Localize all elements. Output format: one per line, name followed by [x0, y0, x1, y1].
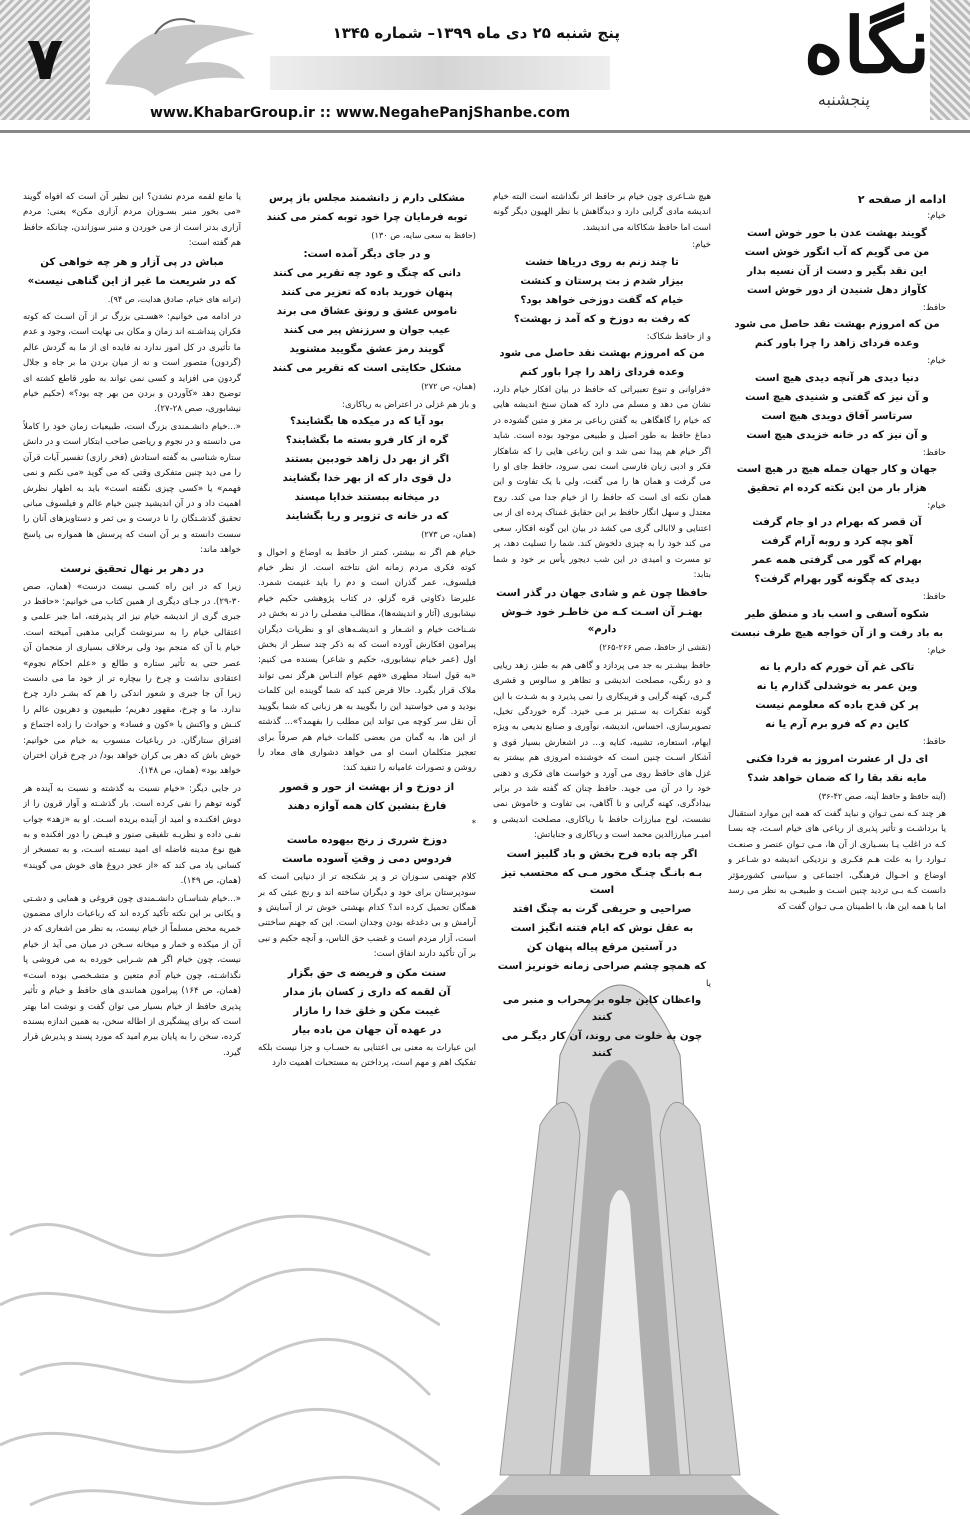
poem-verse: مایه نقد بقا را که ضمان خواهد شد؟ [747, 772, 927, 784]
paragraph: «...خیام شناسـان دانشـمندی چون فروغی و همایی و دشـتی و یکانی بر این نکته تأکید کرده اند که رباعیات دارای مضمون خمریه محض مسلماً از خیام نیست، به نظر من اشعاری که در آن از میکده و خمار و میخانه سـخن در میان می آید از خیام نیست، چون خیام اگر هم شـرابی خورده به می فروشی پا نگذاشـته، چون خیام آدم متعین و متشـخصی بوده است» (همان، ص ۱۶۴) پیرامون همانندی های حافظ و خیام و تأثیر پذیری حافظ از خیام بسیار می توان گفت و نوشت اما بهتر است که برای پیشگیری از اطاله سخن، به همین اندازه بسنده کرده، سخن را به پایان بیرم امید که مورد پسند و پذیرش قرار گیرد. [23, 893, 241, 1058]
article-columns [23, 190, 946, 1520]
poem-verse: مشکل حکایتی است که تقریر می کنند [272, 363, 462, 375]
column-1 [728, 190, 946, 1510]
logo-title: نگاه [803, 1, 930, 90]
poem-verse: خیام که گفت دوزخی خواهد بود؟ [520, 294, 684, 306]
continuation-heading: ادامه از صفحه ۲ [857, 193, 946, 206]
poet-label: و از حافظ شکاک: [646, 331, 711, 342]
phoenix-illustration [95, 4, 265, 100]
poem-verse: دنیا دیدی هر آنچه دیدی هیچ است [755, 372, 919, 384]
paragraph: حافظ بیشـتر به جد می پردازد و گاهی هم به طنز، زهد ریایی و دو رنگی، مصلحت اندیشی و تظاهر و سالوس و قشری گـری، کهنه گرایی و فریبکاری را نمی پذیرد و به شـدت با این گونه تفکرات به سـتیز بر مـی خیزد. گره خوردگی تخیل، تصویرسازی، احساس، اندیشه، نوآوری و صنایع بدیعی به ویژه ایهام، استعاره، تشبیه، کنایه و... در اشعارش بسیار قوی و آشکار اسـت چنین است که خوشنده امروزی هم بیشتر به غزل های حافظ روی می آورد و خواست های فکری و ذهنی خود را در آن می جوید. حافظ چنان که گفته شد در برابر بیدادگری، کهنه گرایی و نا آگاهی، بی تفاوت و خاموش نمی نشست، لوح مبارزات حافظ با ریاکاری، مصلحت اندیشی و امیـر مبارزالدین محمد است و ریاکاری و جنایاتش: [493, 660, 711, 841]
column-1-body [728, 209, 946, 915]
poem-verse: وعده فردای زاهد را چرا باور کنم [754, 338, 920, 350]
decorative-band [270, 56, 610, 90]
column-2-body [493, 190, 711, 1062]
poem-verse: کآواز دهل شنیدن از دور خوش است [747, 284, 927, 296]
poem-verse: دیدی که چگونه گور بهرام گرفت؟ [754, 574, 920, 586]
poet-label: حافظ: [922, 592, 946, 603]
poem-verse: من که امروزم بهشت نقد حاصل می شود [734, 319, 940, 331]
poem-verse: در آستین مرقع پیاله پنهان کن [526, 941, 678, 953]
poem-verse: ناموس عشق و رونق عشاق می برند [276, 306, 458, 318]
paragraph: در جایی دیگر: «خیام نسبت به گذشته و نسبت به آینده هر گونه توهم را نفی کرده است. بار گذشـته و آوار قرون را از دوش افکنـده و امید از آینده بریده اسـت. او به «زهد» جواب نفـی داده و نظریـه تلفیقی صنور و فیـض را دور افکنده و به هیچ نوع مدینه فاضله ای امید نبسـته اسـت، و به تمسخر از کسانی یاد می کند که «از عجز دروغ های خوش می گویند» (همان، ص ۱۴۹). [23, 783, 241, 887]
paragraph: یا مانع لقمه مردم نشدن؟ این نظیر آن است که افواه گویند «می بخور منبر بسـوزان مردم آزاری مکن» یعنی: مردم آزاری بدتر است از می خوردن و منبر سوزاندن، چنانکه حافظ هم گفته است: [23, 192, 241, 249]
poem-verse: دانی که چنگ و عود چه تقریر می کنند [272, 268, 462, 280]
poet-label: حافظ: [922, 447, 946, 458]
paragraph: کلام جهنمی سـوزان تر و پر شکنجه تر از دنیایی است که سودپرستان برای خود و دیگران ساخته اند و رنج عبثی که بر همگان تحمیل کرده اند؟ کدام بهشتی خوش تر از آسایش و آرامش و بی دغدغه بودن وجدان است. این که جهنم ساختنی است، آزار مردم است و غضب حق الناس، و آنچه حکیم و نبی بر آن تأکید دارند انفاق است: [258, 872, 476, 960]
poem-verse: صراحیی و حریفی گرت به چنگ افتد [512, 903, 692, 915]
poem-verse: کاین دم که فرو برم آرم یا نه [765, 719, 909, 731]
poem-verse: من می گویم که آب انگور خوش است [744, 246, 930, 258]
poem-verse: و در جای دیگر آمده است: [303, 249, 431, 261]
poem-verse: هزار بار من این نکته کرده ام تحقیق [747, 483, 927, 495]
poem-verse: اگر چه باده فرح بخش و باد گلبیز است [506, 848, 698, 860]
poem-verse: گویند رمز عشق مگویید مشنوید [289, 344, 445, 356]
poet-label: خیام: [927, 501, 946, 512]
poem-verse: عیب جوان و سرزنش پیر می کنند [283, 325, 451, 337]
poem-verse: سرتاسر آفاق دویدی هیچ است [761, 410, 913, 422]
poet-label: خیام: [927, 356, 946, 367]
poet-label: * [471, 818, 476, 829]
poem-verse: فارغ بنشین کان همه آوازه دهند [287, 800, 447, 812]
poem-verse: حافظا چون غم و شادی جهان در گذر است [496, 588, 708, 600]
poem-verse: بهرام که گور می گرفتی همه عمر [752, 555, 922, 567]
column-2 [493, 190, 711, 1510]
poem-verse: پر کن قدح باده که معلومم نیست [755, 700, 919, 712]
citation: (نقشی از حافظ، صص ۲۶۶-۲۶۵) [599, 642, 711, 653]
citation: (آینه حافظ و حافظ آینه، صص ۴۲-۳۶) [818, 790, 946, 801]
poem-verse: آن لقمه که داری ز کسان باز مدار [283, 986, 451, 998]
paragraph: هر چند کـه نمی تـوان و نباید گفت که همه این موارد استقبال یا برداشـت و تأثیر پذیری از رباعی های خیام اسـت، چه بسـا کـه در اغلب یـا بسـیاری از آن ها، مـی تـوان عنصر و صنعـت تـوارد را به علت هـم فکـری و نزدیکی اندیشه دو شـاعر و اوضاع و احـوال فرهنگی، اجتماعی و سیاسی کشورمؤثر دانست کـه بـی تردید چنین اسـت و طبیعـی به نظر می رسد اما با همه این ها، با اطمینان مـی تـوان گفت که [728, 809, 946, 912]
column-4-body [23, 190, 241, 1061]
poem-verse: بود آیا که در میکده ها بگشایند؟ [290, 416, 444, 428]
paragraph: «...خیام دانشـمندی بزرگ است، طبیعیات زمان خود را کاملاً می دانسته و در نجوم و ریاضی صاحب ابتکار است و در دانش ستاره شناسی به گفته استادش (فخر رازی) تفسیر آیات قرآن را می دید چنین متفکری وقتی که می گوید «می نکنم و نمی فهمم» یا «کسی چیزی نگفته است» باید به اظهار نظرش اهمیت داد و در آن اندیشید چنین خیام عالم و فیلسوف مبانی تحقیق گذشـتگان را نا درست و بی ثمر و دستاویزهای آنان را سست دانسته و بر آن است که پرسش ها همواره بی پاسخ خواهد ماند: [23, 421, 241, 556]
paragraph: هیچ شـاعری چون خیام بر حافظ اثر نگذاشته است البته خیام اندیشه مادی گرایی دارد و دیدگاهش با نظر الهیون دیگر گونه است اما حافظ شکاکانه می اندیشد. [493, 192, 711, 233]
paragraph: این عبارات به معنی بی اعتنایی به حسـاب و جزا نیست بلکه تفکیک اهم و مهم است، پرداختن به مستحبات اهمیت دارد [258, 1042, 476, 1068]
poem-verse: اگر از بهر دل زاهد خودبین بستند [284, 454, 450, 466]
column-3-body [258, 190, 476, 1071]
column-4 [23, 190, 241, 1510]
poem-verse: و آن نیز که در خانه خزیدی هیچ است [746, 429, 928, 441]
masthead [0, 0, 970, 140]
poem-verse: سنت مکن و فریضه ی حق بگزار [287, 967, 447, 979]
poet-label: حافظ: [922, 737, 946, 748]
poem-verse: در میخانه ببستند خدایا مپسند [294, 492, 440, 504]
poem-verse: تاکی غم آن خورم که دارم یا نه [759, 662, 915, 674]
poet-label: یا [705, 978, 711, 989]
poem-verse: فردوس دمی ز وقتِ آسوده ماست [282, 854, 452, 866]
poem-verse: من که امروزم بهشت نقد حاصل می شود [499, 348, 705, 360]
poem-verse: به عقل نوش که ایام فتنه انگیز است [510, 922, 694, 934]
poem-verse: بهتـر آن اسـت کـه من خاطـر خود خـوش دارم» [501, 607, 703, 636]
poem-verse: ای دل ار عشرت امروز به فردا فکنی [745, 753, 929, 765]
poem-verse: آهو بچه کرد و روبه آرام گرفت [761, 536, 913, 548]
poem-verse: تا چند زنم به روی دریاها خشت [525, 256, 679, 268]
poem-verse: دل قوی دار که از بهر خدا بگشایند [282, 473, 452, 485]
poet-label: و باز هم غزلی در اعتراض به ریاکاری: [342, 399, 476, 410]
poem-verse: توبه فرمایان چرا خود توبه کمتر می کنند [266, 212, 468, 223]
poem-verse: که در خانه ی تزویر و ریا بگشایند [285, 511, 449, 523]
paragraph: در ادامه می خوانیم: «هسـتی بزرگ تر از آن اسـت که کوته فکران پنداشـته اند زمان و مکان بی نهایت است، وجود و عدم ما تأثیری در کل امور ندارد نه فایده ای از ما به گردش عالم (گردون) متصور است و نه از میان بردن ما بر جاه و جلال گردون می افزاید و کسی نمی تواند به طور قاطع کشته ای توضیح دهد «کآوردن و بردن من بهر چه بود؟» (حکیم خیام نیشابوری، صص ۲۸-۲۷). [23, 312, 241, 415]
poem-verse: پنهان خورید باده که تعزیر می کنند [281, 287, 453, 299]
poem-verse: از دوزخ و از بهشت از حور و قصور [279, 781, 455, 793]
column-3 [258, 190, 476, 1510]
poem-verse: وعده فردای زاهد را چرا باور کنم [519, 367, 685, 379]
issue-dateline: پنج شنبه ۲۵ دی ماه ۱۳۹۹– شماره ۱۳۴۵ [332, 24, 620, 42]
poem-verse: وین عمر به خوشدلی گذارم یا نه [756, 681, 918, 693]
poem-verse: چون به خلوت می روند، آن کار دیگـر می کنند [501, 1031, 703, 1059]
poet-label: خیام: [927, 211, 946, 222]
poem-verse: بیزار شدم ز بت پرستان و کنشت [520, 275, 684, 287]
citation: (همان، ص ۲۷۳) [421, 529, 476, 540]
citation: (همان، ص ۲۷۲) [421, 381, 476, 392]
paragraph: «فراوانی و تنوع تعبیراتی که حافظ در بیان افکار خیام دارد، نشان می دهد و مسلم می دارد که همان سنخ اندیشه هایی که خیام را گاهگاهی به گفتن رباعی بر مغز و متین گشوده در دماغ حافظ به طور اصیل و طبیعی موجود بوده است. شاید اگر خیام هم پیدا نمی شد و این رباعی هایی را که شاهکار فکر و ادبی زبان فارسی است نمی سرود، حافظ جای او را می گرفت و همان ها را می گفت، ولی با یک تفاوت و این همان نکته ای است که حافظ را از خیام جدا می کند. روح معتدل و سهل انگار حافظ بر این حقایق غمناک پرده ای از بی اعتنایی و لاابالی گری می کشد در بیان این گونه افکار، سعی می کند خود را به چیزی دلخوش کند. شما را تسلیت دهد، پر تو مسرت و امیدی در این شب دیجور یأس بر خود و شما بتابد: [493, 385, 711, 580]
paragraph: زیرا که در این راه کسـی نیست درست» (همان، صص ۳۰-۲۹). در جـای دیگری از همین کتاب می خوانیم: «حافظ در جبری گری از اندیشه خیام نیز اثر پذیرفته، اما جبر علمی و اعتقالی خیام را به سرنوشت گرایی مذهبی آمیخته است. خیام با آن که منجم بود ولی برخلاف بسیاری از منجمان آن عصر حتی به تأثیر ستاره و طالع و «علم احکام نجوم» اعتقادی نداشت و چرخ را بیچاره تر از خود ما می دانست زیرا آن جا جبری و شعور اندکی را هم که بشـر دارد چرخ ندارد. ما و چرخ، مقهور دهریم؛ طبیعیون و دهریون عالم را کنـش و واکنش یا «کون و فساد» و حوادث را زاده اجتماع و افتراق ستارگان. در رباعیات منسوب به خیام می خوانیم: خوش باش که دهر بی کران خواهد بود/ در چرخ قران اختران خواهد بود» (همان، ص ۱۴۸). [23, 581, 241, 777]
poem-verse: که رفت به دوزخ و که آمد ز بهشت؟ [513, 313, 691, 325]
poem-verse: غیبت مکن و خلق خدا را مازار [293, 1005, 441, 1017]
poem-verse: مباش در پی آزار و هر چه خواهی کن [40, 256, 224, 268]
newspaper-logo [630, 1, 930, 128]
poem-verse: شکوه آسفی و اسب باد و منطق طیر [745, 608, 929, 620]
poem-verse: به باد رفت و از آن خواجه هیچ طرف نبست [730, 627, 944, 639]
header-rule [0, 130, 970, 133]
poet-label: خیام: [927, 645, 946, 656]
website-urls[interactable]: www.KhabarGroup.ir :: www.NegahePanjShanbe.com [150, 105, 571, 121]
poem-verse: دوزخ شرری ز رنج بیهوده ماست [286, 835, 448, 847]
poem-verse: و آن نیز که گفتی و شنیدی هیچ است [745, 391, 929, 403]
poem-verse: واعظان کاین جلوه بر محراب و منبر می کنند [502, 995, 702, 1023]
citation: (ترانه های خیام، صادق هدایت، ص ۹۴). [107, 293, 241, 304]
poem-verse: آن قصر که بهرام در او جام گرفت [752, 517, 922, 529]
corner-ornament [930, 0, 970, 120]
poem-verse: که همچو چشم صراحی زمانه خونریز است [497, 960, 707, 972]
poem-verse: گویند بهشت عدن با حور خوش است [746, 227, 928, 239]
citation: (حافظ به سعی سایه، ص ۱۳۰) [371, 230, 476, 240]
poem-verse: گره از کار فرو بسته ما بگشایند؟ [285, 435, 449, 447]
logo-subtitle: پنجشنبه [817, 90, 870, 109]
poem-verse: مشکلی دارم ز دانشمند مجلس باز پرس [269, 193, 465, 204]
poem-verse: در دهر بر نهال تحقیق نرست [60, 563, 204, 575]
poem-verse: جهان و کار جهان جمله هیچ در هیچ است [736, 464, 938, 476]
poem-verse: بـه بانـگ چنـگ مخور مـی که محتسب تیز است [501, 867, 703, 896]
poem-verse: در عهده آن جهان من باده بیار [292, 1024, 442, 1036]
paragraph: خیام هم اگر نه بیشتر، کمتر از حافظ به اوضاع و احوال و کوته فکری مردم زمانه اش نتاخته است. از نظر خیام فیلسوف، عمر گذران است و دم را باید غنیمت شمرد. علیرضا ذکاوتی قره گزلو، در کتاب پژوهشی حکیم خیام نیشابوری (آثار و اندیشه‌ها)، مطالب مفصلی را در نه بخش در شـناخت خیام و اشـعار و اندیشـه‌های او و نظریات دیگران پیرامون افکارش آورده است که به ذکر چند سطر از بخش اول (عمر خیام نیشابوری، حکیم و شاعر) بسنده می کنیم: «به قول استاد مطهری «فهم عوام النـاس هرگز نمی تواند ملاک قرار بگیرد. حالا فرض کنید که شما گوینده این کلمات بودید و می خواستید این را بگویید به هر زبانی که شما بگویید آن نقل سر کوچه می تواند این مطلب را بفهمد؟»... گذشته از این ها، به گمان من بعضی کلمات خیام هم صرفاً برای تعجیز متکلمان است او می خواهد دشواری های معاد را روشن و تصورات عامیانه را تنفید کند: [258, 547, 476, 774]
poet-label: خیام: [692, 240, 711, 251]
poem-verse: که در شریعت ما غیر از این گناهی نیست» [27, 275, 237, 287]
poet-label: حافظ: [922, 302, 946, 313]
page-number: ۷ [26, 24, 64, 94]
poem-verse: این نقد بگیر و دست از آن نسیه بدار [747, 265, 927, 277]
